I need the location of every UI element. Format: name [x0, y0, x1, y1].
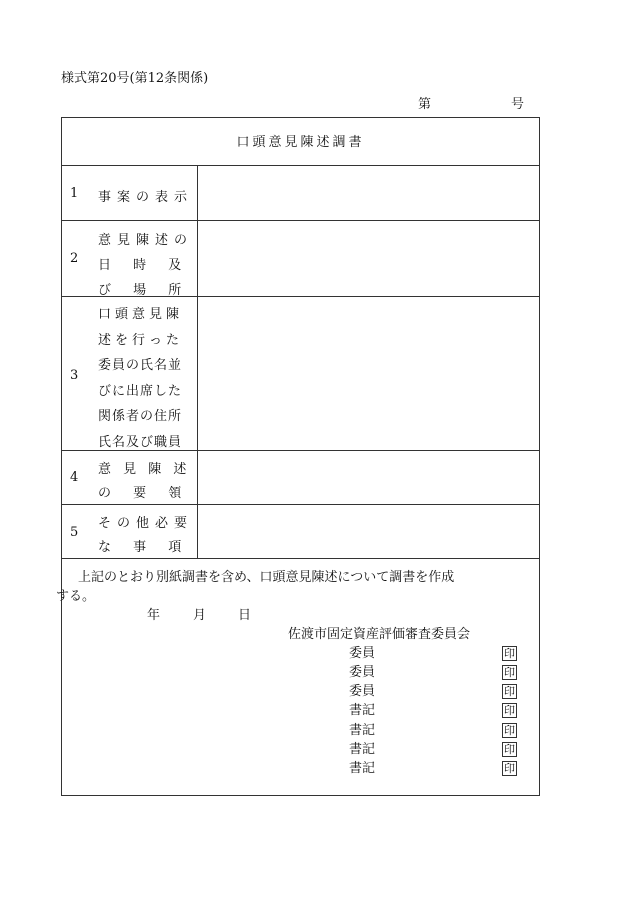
- seal-box[interactable]: 印: [504, 685, 515, 698]
- date-month: 月: [193, 608, 207, 623]
- date-day: 日: [238, 608, 252, 623]
- row-label-line: 意見陳述の: [98, 233, 194, 248]
- row-3-content-cell[interactable]: [198, 297, 539, 450]
- closing-statement-line1: 上記のとおり別紙調書を含め、口頭意見陳述について調書を作成: [78, 570, 455, 585]
- row-number: 3: [70, 368, 79, 383]
- row-label-line: な 事 項: [98, 540, 191, 555]
- seal-box[interactable]: 印: [504, 704, 515, 717]
- form-reference: 様式第20号(第12条関係): [61, 71, 209, 86]
- signatory-title: 委員: [349, 665, 376, 680]
- row-2-content-cell[interactable]: [198, 221, 539, 296]
- row-5-content-cell[interactable]: [198, 505, 539, 558]
- row-label: [98, 186, 194, 205]
- row-1-content-cell[interactable]: [198, 166, 539, 220]
- row-label: [98, 302, 183, 455]
- signatory-title: 委員: [349, 646, 376, 661]
- document-title: 口頭意見陳述調書: [236, 135, 365, 150]
- row-number: 4: [70, 470, 79, 485]
- row-label: [98, 228, 193, 303]
- seal-box[interactable]: 印: [504, 666, 515, 679]
- row-label: [98, 512, 193, 560]
- row-number: 2: [70, 251, 79, 266]
- row-label-line: 関係者の住所: [98, 409, 183, 424]
- signatory-title: 書記: [349, 761, 376, 776]
- row-label-line: その他必要: [98, 516, 194, 531]
- row-label-line: 日 時 及: [98, 258, 191, 273]
- row-label: [98, 458, 190, 506]
- committee-name: 佐渡市固定資産評価審査委員会: [288, 627, 471, 642]
- row-label-line: 意 見 陳 述: [98, 462, 191, 477]
- row-label-line: 委員の氏名並: [98, 358, 183, 373]
- form-table: [56, 117, 540, 796]
- row-label-line: びに出席した: [98, 383, 183, 399]
- row-label-line: 事案の表示: [98, 190, 194, 205]
- seal-box[interactable]: 印: [504, 762, 515, 775]
- closing-statement-line2: する。: [56, 589, 96, 604]
- row-label-line: 述を行った: [98, 332, 184, 348]
- signatory-title: 書記: [349, 703, 376, 718]
- seal-box[interactable]: 印: [504, 743, 515, 756]
- date-year: 年: [147, 608, 161, 623]
- seal-box[interactable]: 印: [504, 647, 515, 660]
- number-suffix: 号: [511, 97, 525, 112]
- number-prefix: 第: [418, 97, 432, 112]
- row-label-line: 口頭意見陳: [98, 307, 184, 322]
- signatory-title: 委員: [349, 684, 376, 699]
- seal-box[interactable]: 印: [504, 724, 515, 737]
- row-label-line: び 場 所: [98, 283, 191, 298]
- row-number: 5: [70, 525, 79, 540]
- signatory-title: 書記: [349, 742, 376, 757]
- signatory-title: 書記: [349, 723, 376, 738]
- row-4-content-cell[interactable]: [198, 451, 539, 504]
- row-label-line: の 要 領: [98, 486, 191, 501]
- row-number: 1: [70, 186, 79, 201]
- row-label-line: 氏名及び職員: [98, 434, 183, 450]
